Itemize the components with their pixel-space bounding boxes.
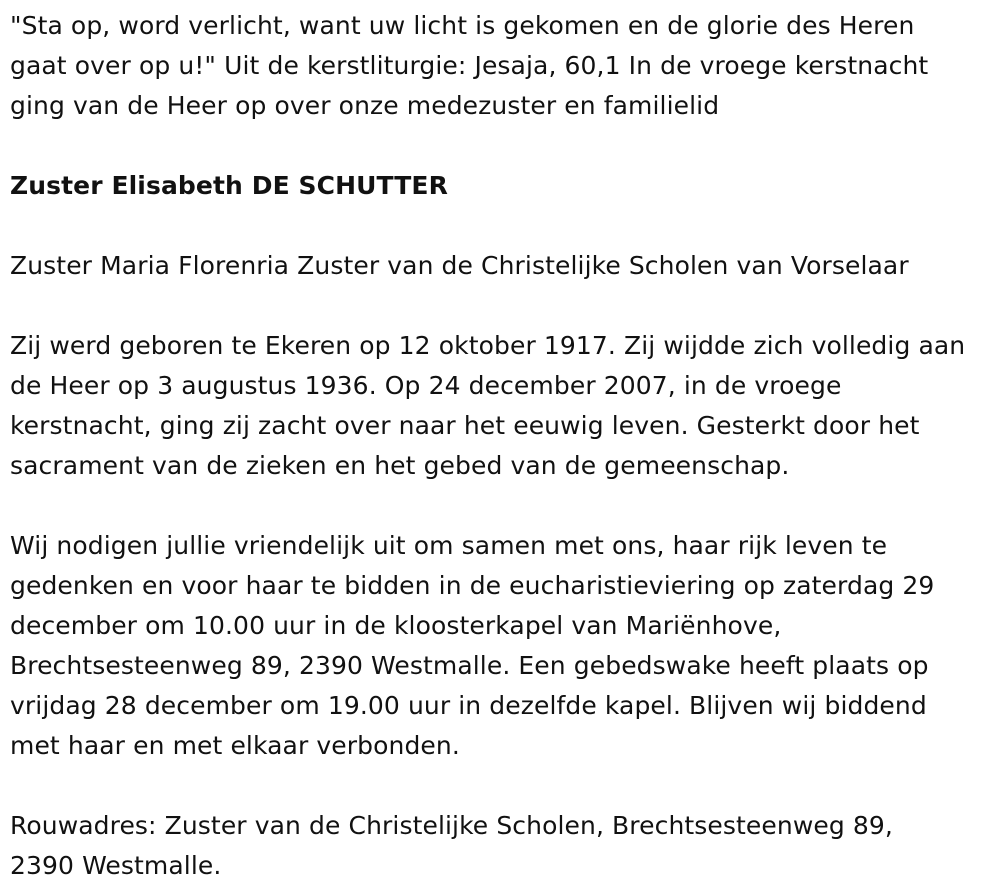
death-notice [10, 6, 995, 886]
biography-paragraph: Zij werd geboren te Ekeren op 12 oktober 1917. Zij wijdde zich volledig aan de Heer op 3 augustus 1936. Op 24 december 2007, in de vroege kerstnacht, ging zij zacht over naar het eeuwig leven. Gesterkt door het sacrament van de zieken en het gebed van de gemeenschap. [10, 331, 966, 480]
deceased-name: Zuster Elisabeth DE SCHUTTER [10, 171, 448, 200]
religious-name-line: Zuster Maria Florenria Zuster van de Christelijke Scholen van Vorselaar [10, 251, 909, 280]
mourning-address: Rouwadres: Zuster van de Christelijke Scholen, Brechtsesteenweg 89, 2390 Westmalle. [10, 811, 893, 880]
invitation-paragraph: Wij nodigen jullie vriendelijk uit om samen met ons, haar rijk leven te gedenken en voor haar te bidden in de eucharistieviering op zaterdag 29 december om 10.00 uur in de kloosterkapel van Mariënhove, Brechtsesteenweg 89, 2390 Westmalle. Een gebedswake heeft plaats op vrijdag 28 december om 19.00 uur in dezelfde kapel. Blijven wij biddend met haar en met elkaar verbonden. [10, 531, 935, 760]
intro-quote-paragraph: "Sta op, word verlicht, want uw licht is gekomen en de glorie des Heren gaat over op u!" Uit de kerstliturgie: Jesaja, 60,1 In de vroege kerstnacht ging van de Heer op over onze medezuster en familielid [10, 11, 929, 120]
